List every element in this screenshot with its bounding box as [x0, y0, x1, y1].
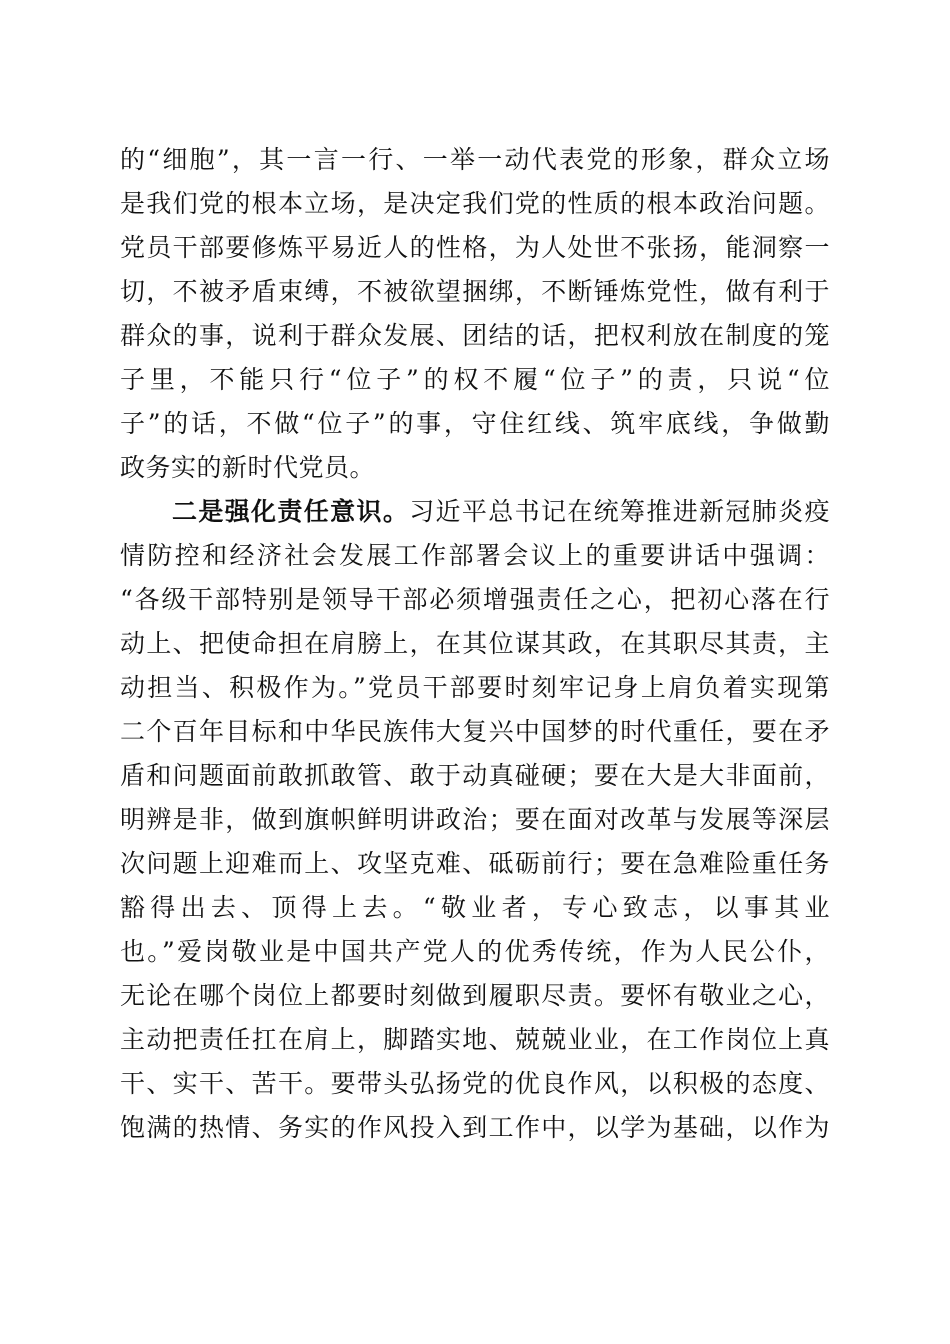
text-line: 群众的事，说利于群众发展、团结的话，把权利放在制度的笼 — [120, 321, 830, 350]
text-run: 习近平总书记在统筹推进新冠肺炎疫 — [409, 497, 830, 526]
text-line: 动担当、积极作为。”党员干部要时刻牢记身上肩负着实现第 — [120, 673, 830, 702]
text-line: 无论在哪个岗位上都要时刻做到履职尽责。要怀有敬业之心， — [120, 981, 830, 1010]
paragraph-2-first-line — [120, 490, 830, 534]
text-line: 动上、把使命担在肩膀上，在其位谋其政，在其职尽其责，主 — [120, 629, 830, 658]
text-line: 也。”爱岗敬业是中国共产党人的优秀传统，作为人民公仆， — [120, 937, 830, 966]
text-line: 情防控和经济社会发展工作部署会议上的重要讲话中强调： — [120, 541, 830, 570]
text-line: 切，不被矛盾束缚，不被欲望捆绑，不断锤炼党性，做有利于 — [120, 277, 830, 306]
text-line: 干、实干、苦干。要带头弘扬党的优良作风，以积极的态度、 — [120, 1069, 830, 1098]
text-line: 党员干部要修炼平易近人的性格，为人处世不张扬，能洞察一 — [120, 233, 830, 262]
document-body — [120, 138, 830, 1150]
paragraph-2 — [120, 490, 830, 1150]
text-line: 子里，不能只行“位子”的权不履“位子”的责，只说“位 — [120, 365, 830, 394]
text-line: 政务实的新时代党员。 — [120, 453, 376, 482]
text-line: “各级干部特别是领导干部必须增强责任之心，把初心落在行 — [120, 585, 830, 614]
text-line: 的“细胞”，其一言一行、一举一动代表党的形象，群众立场 — [120, 145, 830, 174]
text-line: 是我们党的根本立场，是决定我们党的性质的根本政治问题。 — [120, 189, 830, 218]
text-line: 二个百年目标和中华民族伟大复兴中国梦的时代重任，要在矛 — [120, 717, 830, 746]
text-line: 子”的话，不做“位子”的事，守住红线、筑牢底线，争做勤 — [120, 409, 830, 438]
text-line: 饱满的热情、务实的作风投入到工作中，以学为基础，以作为 — [120, 1113, 830, 1142]
paragraph-1 — [120, 138, 830, 490]
section-heading: 二是强化责任意识。 — [172, 497, 410, 526]
text-line: 豁得出去、顶得上去。“敬业者，专心致志，以事其业 — [120, 893, 830, 922]
text-line: 次问题上迎难而上、攻坚克难、砥砺前行；要在急难险重任务 — [120, 849, 830, 878]
text-line: 明辨是非，做到旗帜鲜明讲政治；要在面对改革与发展等深层 — [120, 805, 830, 834]
text-line: 主动把责任扛在肩上，脚踏实地、兢兢业业，在工作岗位上真 — [120, 1025, 830, 1054]
text-line: 盾和问题面前敢抓敢管、敢于动真碰硬；要在大是大非面前， — [120, 761, 830, 790]
